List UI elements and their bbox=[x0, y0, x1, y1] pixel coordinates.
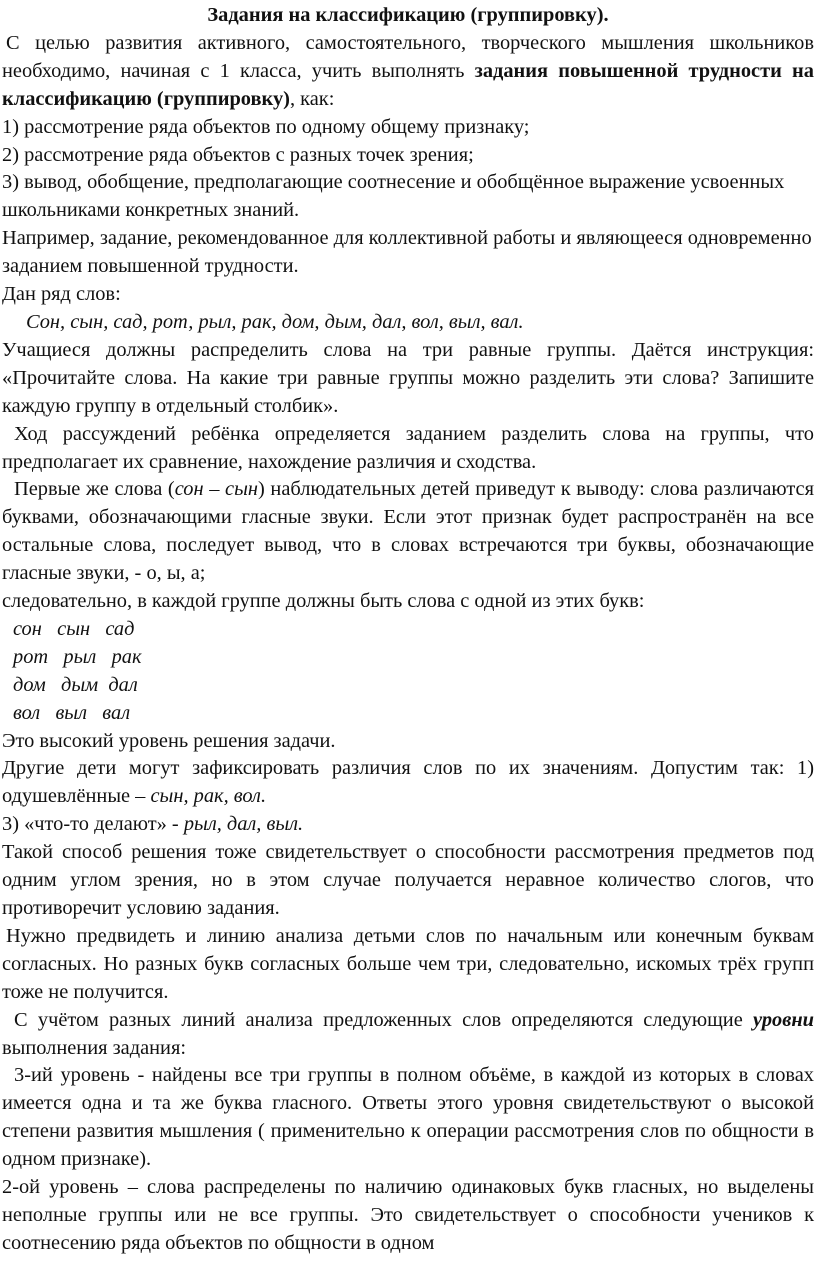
levels-intro-tail: выполнения задания: bbox=[2, 1036, 187, 1059]
intro-tail: , как: bbox=[289, 87, 335, 110]
first-words-example: сон – сын bbox=[174, 478, 258, 501]
group-row-2: рот рыл рак bbox=[13, 645, 142, 668]
group-row-1: сон сын сад bbox=[13, 617, 135, 640]
first-words-text-a: Первые же слова ( bbox=[14, 478, 175, 501]
intro-bold-phrase: задания повышенной трудности на классификацию (группировку) bbox=[2, 59, 814, 110]
foresee-paragraph: Нужно предвидеть и линию анализа детьми слов по начальным или конечным буквам согласных. Но разных букв согласных больше чем три, следовательно, искомых трёх групп тоже не получится. bbox=[2, 924, 814, 1003]
levels-keyword: уровни bbox=[753, 1008, 814, 1031]
consequently-line: следовательно, в каждой группе должны быть слова с одной из этих букв: bbox=[2, 590, 645, 613]
intro-paragraph bbox=[2, 30, 814, 114]
word-series: Сон, сын, сад, рот, рыл, рак, дом, дым, дал, вол, выл, вал. bbox=[26, 310, 524, 333]
third-example: рыл, дал, выл. bbox=[183, 813, 304, 836]
example-paragraph: Например, задание, рекомендованное для коллективной работы и являющееся одновременно заданием повышенной трудности. bbox=[2, 227, 812, 278]
level-2-paragraph: 2-ой уровень – слова распределены по наличию одинаковых букв гласных, но выделены неполные группы или не все группы. Это свидетельствует о способности учеников к соотнесению ряда объектов по общности в одном bbox=[2, 1176, 814, 1254]
level-3-paragraph: 3-ий уровень - найдены все три группы в полном объёме, в каждой из которых в словах имеется одна и та же буква гласного. Ответы этого уровня свидетельствуют о высокой степени развития мышления ( применительно к операции рассмотрения слов по общности в одном признаке). bbox=[2, 1064, 814, 1171]
intro-text: С целью развития активного, самостоятельного, творческого мышления школьников необходимо, начиная с 1 класса, учить выполнять bbox=[2, 31, 814, 82]
others-text: Другие дети могут зафиксировать различия слов по их значениям. Допустим так: 1) одушевлённые – bbox=[2, 757, 814, 808]
reasoning-paragraph: Ход рассуждений ребёнка определяется заданием разделить слова на группы, что предполагает их сравнение, нахождение различия и сходства. bbox=[2, 422, 814, 473]
document-title: Задания на классификацию (группировку). bbox=[207, 4, 609, 26]
group-row-3: дом дым дал bbox=[13, 673, 138, 696]
others-example: сын, рак, вол. bbox=[150, 785, 267, 808]
list-item-2: 2) рассмотрение ряда объектов с разных точек зрения; bbox=[2, 143, 474, 166]
first-words-text-b: ) наблюдательных детей приведут к выводу: слова различаются буквами, обозначающими гласные звуки. Если этот признак будет распространён на все остальные слова, последует вывод, что в словах встречаются три буквы, обозначающие гласные звуки, - о, ы, а; bbox=[2, 478, 814, 585]
third-text: 3) «что-то делают» - bbox=[2, 813, 184, 836]
levels-intro-text: С учётом разных линий анализа предложенных слов определяются следующие bbox=[14, 1008, 754, 1031]
third-line bbox=[2, 811, 814, 839]
first-words-paragraph bbox=[2, 476, 814, 588]
list-item-1: 1) рассмотрение ряда объектов по одному общему признаку; bbox=[2, 115, 530, 138]
high-level-line: Это высокий уровень решения задачи. bbox=[2, 729, 336, 752]
list-item-3: 3) вывод, обобщение, предполагающие соотнесение и обобщённое выражение усвоенных школьниками конкретных знаний. bbox=[2, 171, 785, 222]
such-way-paragraph: Такой способ решения тоже свидетельствует о способности рассмотрения предметов под одним углом зрения, но в этом случае получается неравное количество слогов, что противоречит условию задания. bbox=[2, 841, 814, 919]
task-paragraph: Учащиеся должны распределить слова на три равные группы. Даётся инструкция: «Прочитайте слова. На какие три равные группы можно разделить эти слова? Запишите каждую группу в отдельный столбик». bbox=[2, 338, 814, 417]
others-paragraph bbox=[2, 755, 814, 811]
given-words-label: Дан ряд слов: bbox=[2, 283, 121, 306]
levels-intro-paragraph bbox=[2, 1007, 814, 1063]
group-row-4: вол выл вал bbox=[13, 701, 131, 724]
